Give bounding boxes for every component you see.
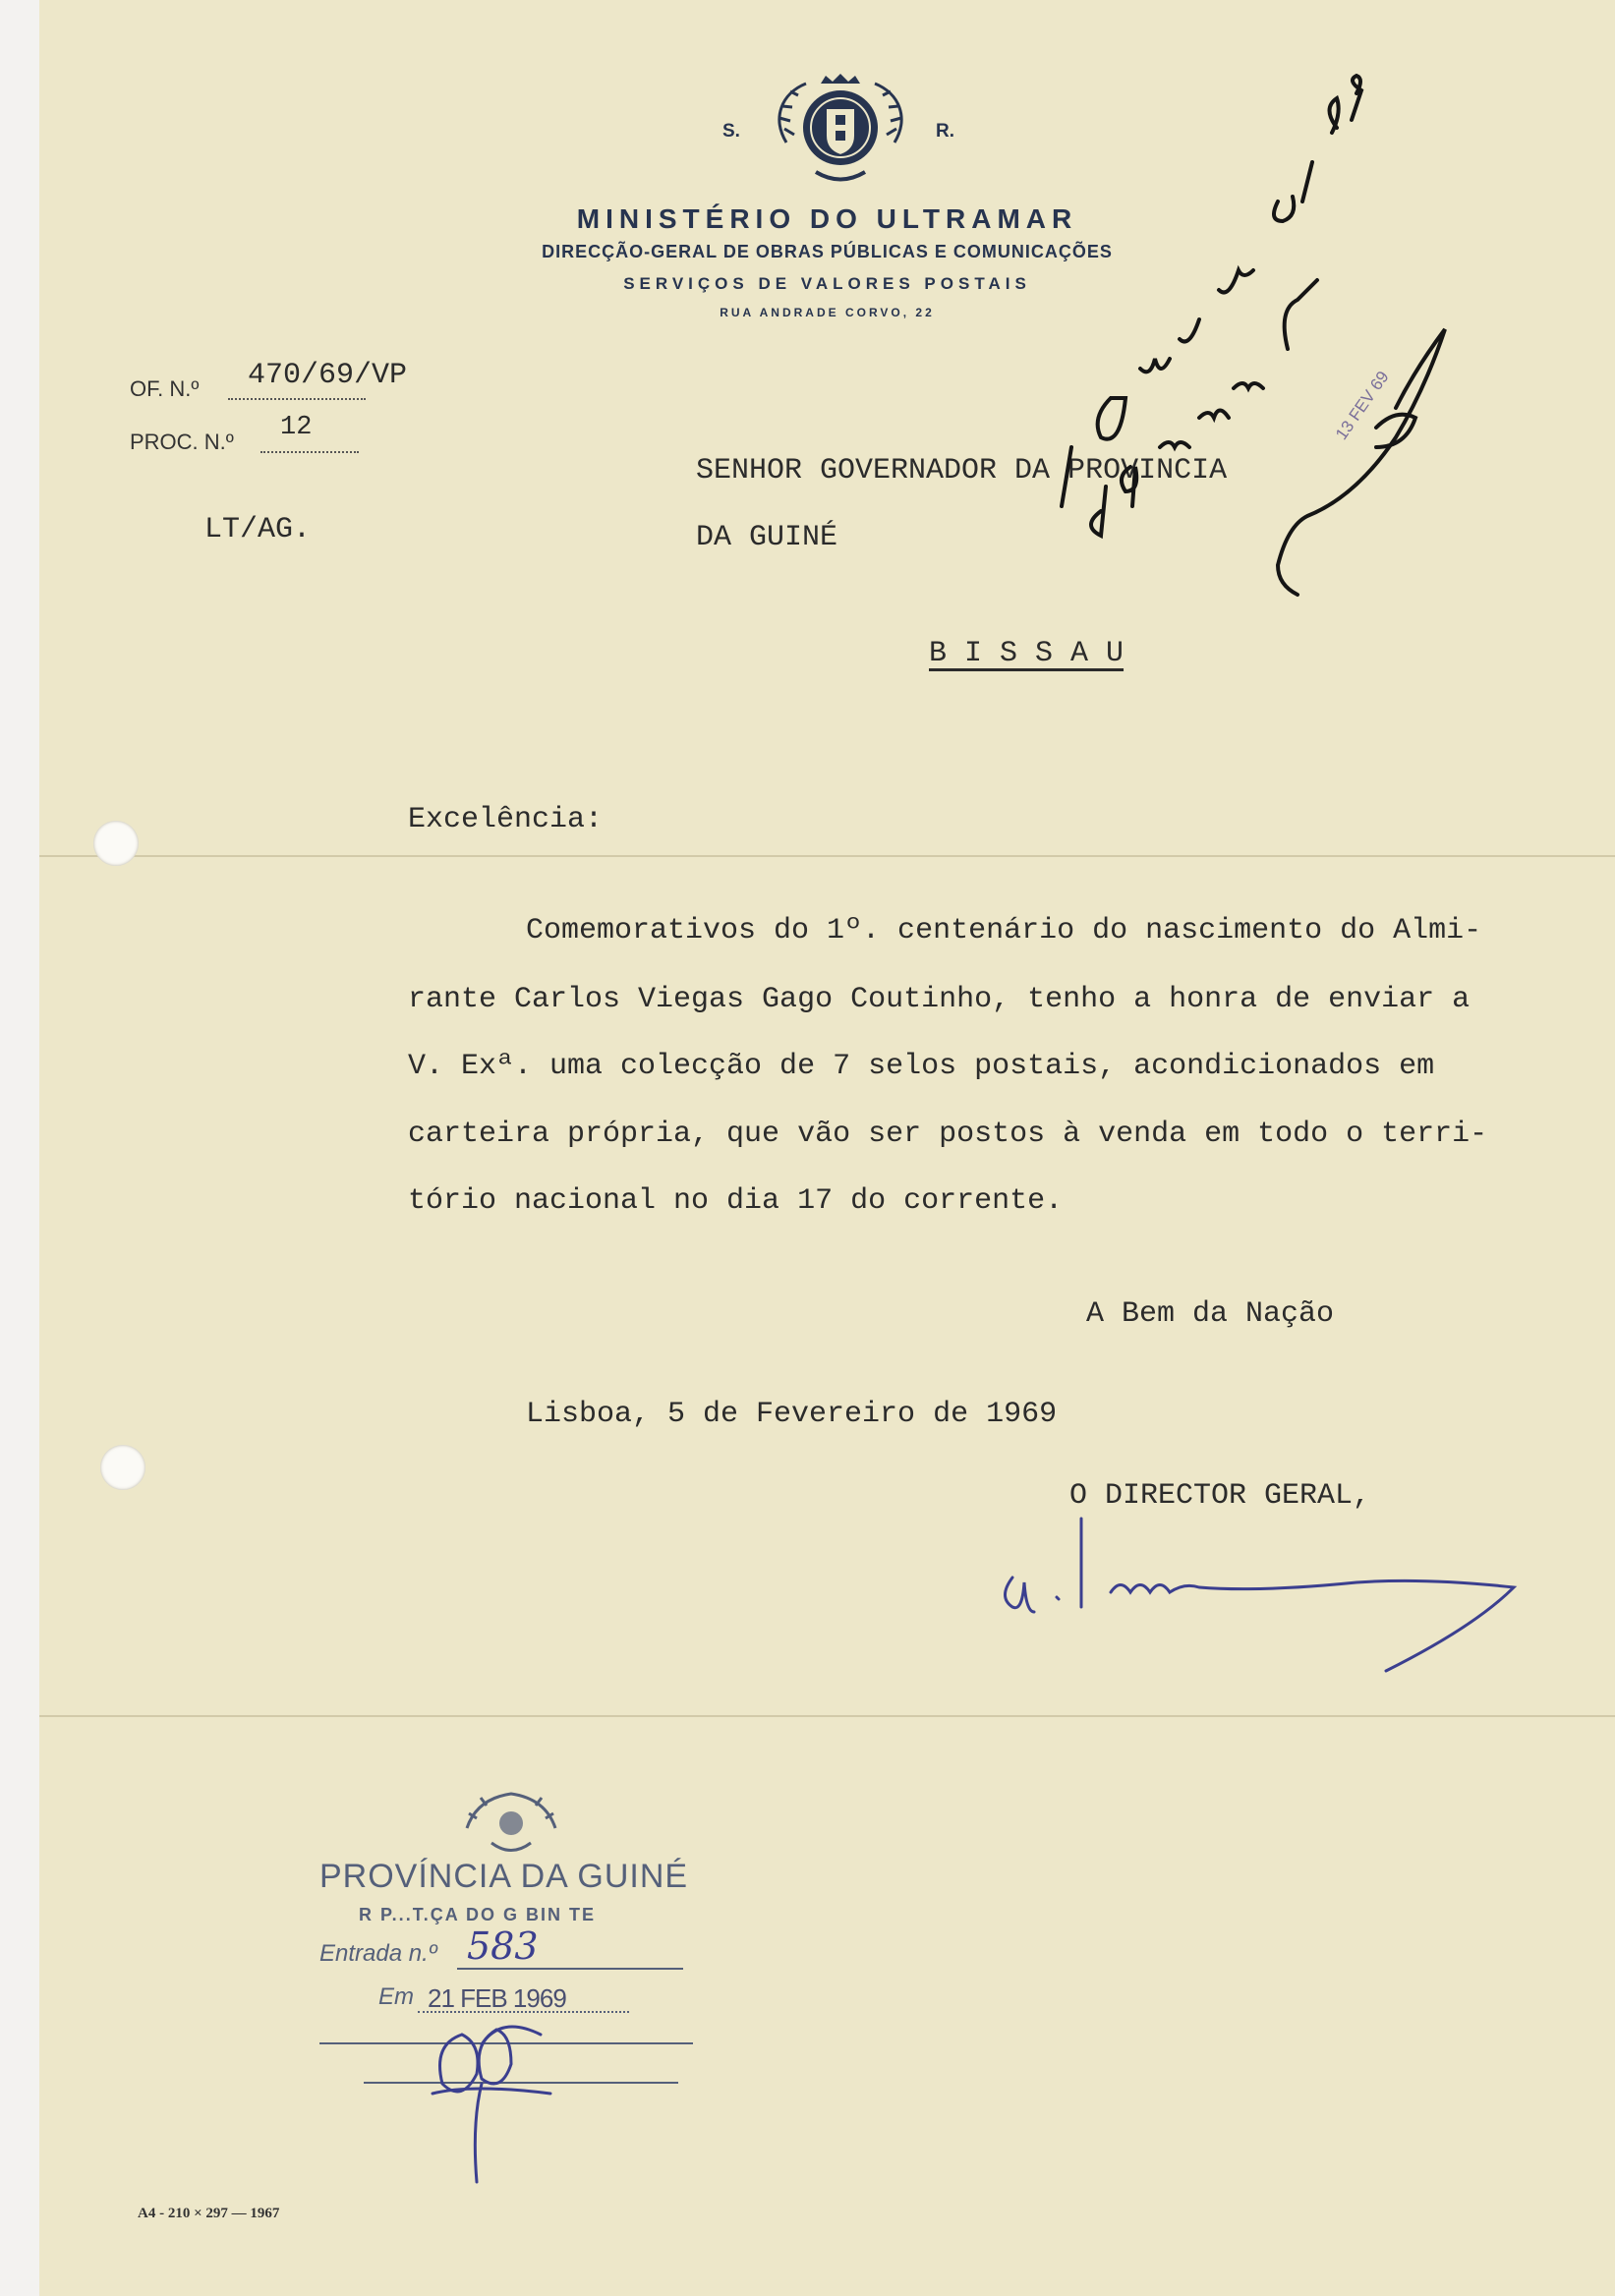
- addressee-city: B I S S A U: [929, 637, 1125, 670]
- ministry-title: MINISTÉRIO DO ULTRAMAR: [576, 203, 1078, 234]
- receipt-initials-signature: [403, 2005, 580, 2182]
- annotation-text-line-2: [1062, 61, 1075, 63]
- of-number-value: 470/69/VP: [248, 359, 408, 392]
- receipt-province: PROVÍNCIA DA GUINÉ: [319, 1858, 689, 1895]
- receipt-office: R P...T.ÇA DO G BIN TE: [359, 1905, 597, 1924]
- receipt-entry-line: [457, 1968, 683, 1970]
- directorate-title: DIRECÇÃO-GERAL DE OBRAS PÚBLICAS E COMUNICAÇÕES: [542, 242, 1113, 261]
- coat-of-arms-emblem: [767, 74, 914, 190]
- body-line-3: V. Exª. uma colecção de 7 selos postais, acondicionados em: [408, 1050, 1435, 1083]
- province-crest-emblem: [452, 1784, 570, 1863]
- receipt-date-value: 21 FEB 1969: [428, 1983, 566, 2013]
- fold-line: [39, 1715, 1615, 1717]
- body-line-4: carteira própria, que vão ser postos à venda em todo o terri-: [408, 1118, 1488, 1151]
- closing-motto: A Bem da Nação: [1086, 1297, 1335, 1331]
- body-line-2: rante Carlos Viegas Gago Coutinho, tenho a honra de enviar a: [408, 983, 1471, 1016]
- addressee-line-2: DA GUINÉ: [696, 521, 838, 554]
- letter-page: [39, 0, 1615, 2296]
- form-code: A4 - 210 × 297 — 1967: [138, 2206, 280, 2221]
- punch-hole: [100, 1445, 145, 1490]
- body-line-5: tório nacional no dia 17 do corrente.: [408, 1184, 1064, 1218]
- receipt-entry-value: 583: [467, 1924, 539, 1968]
- receipt-date-label: Em: [378, 1983, 414, 2010]
- letterhead-r-mark: R.: [936, 121, 954, 142]
- proc-number-value: 12: [280, 413, 313, 442]
- salutation: Excelência:: [408, 803, 604, 836]
- service-title: SERVIÇOS DE VALORES POSTAIS: [623, 274, 1031, 293]
- letterhead-s-mark: S.: [722, 121, 740, 142]
- punch-hole: [93, 821, 139, 866]
- received-date-stamp: 13 FEV 69: [1332, 368, 1393, 443]
- fold-line: [39, 855, 1615, 857]
- receipt-entry-label: Entrada n.º: [319, 1940, 437, 1967]
- of-number-dotline: [228, 398, 366, 400]
- of-number-label: OF. N.º: [130, 376, 200, 401]
- proc-number-label: PROC. N.º: [130, 430, 234, 454]
- director-signature: [983, 1509, 1563, 1666]
- place-and-date: Lisboa, 5 de Fevereiro de 1969: [526, 1398, 1058, 1431]
- proc-number-dotline: [260, 451, 359, 453]
- addressee-line-1: SENHOR GOVERNADOR DA PROVINCIA: [696, 454, 1228, 488]
- body-line-1: Comemorativos do 1º. centenário do nascimento do Almi-: [526, 914, 1482, 947]
- letterhead-address: RUA ANDRADE CORVO, 22: [720, 306, 935, 319]
- typist-initials: LT/AG.: [204, 513, 312, 546]
- signatory-title: O DIRECTOR GERAL,: [1069, 1479, 1371, 1513]
- handwritten-annotation: [1052, 74, 1474, 624]
